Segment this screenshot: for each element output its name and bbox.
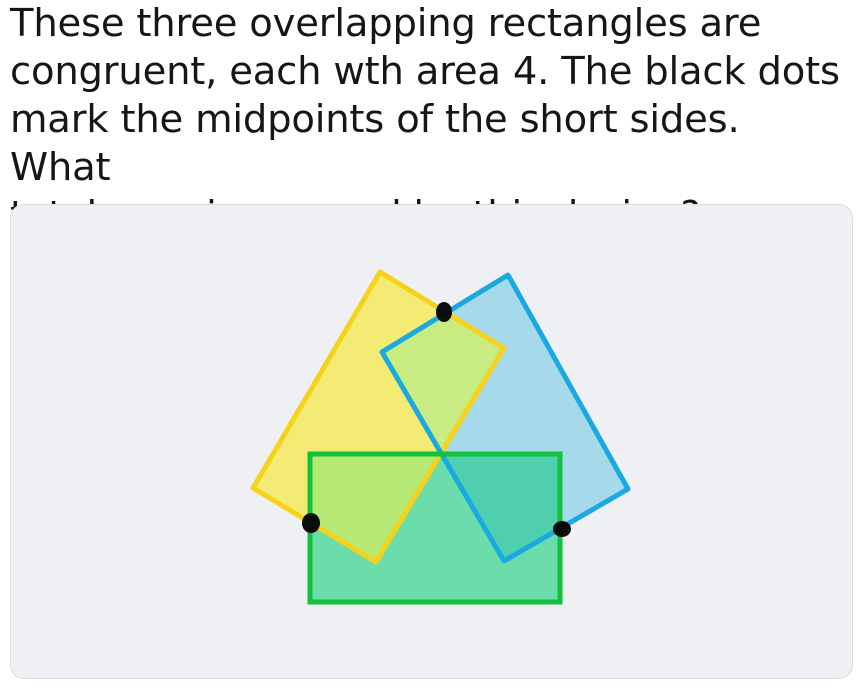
midpoint-dot-top — [436, 302, 452, 322]
figure-image[interactable] — [10, 204, 853, 679]
question-line-2: congruent, each wth area 4. The black dots — [10, 49, 840, 94]
midpoint-dot-right — [553, 521, 571, 537]
rectangles-figure — [11, 205, 852, 678]
question-line-3: mark the midpoints of the short sides. What — [10, 97, 764, 190]
question-line-1: These three overlapping rectangles are — [10, 1, 762, 46]
midpoint-dot-left — [302, 513, 320, 533]
